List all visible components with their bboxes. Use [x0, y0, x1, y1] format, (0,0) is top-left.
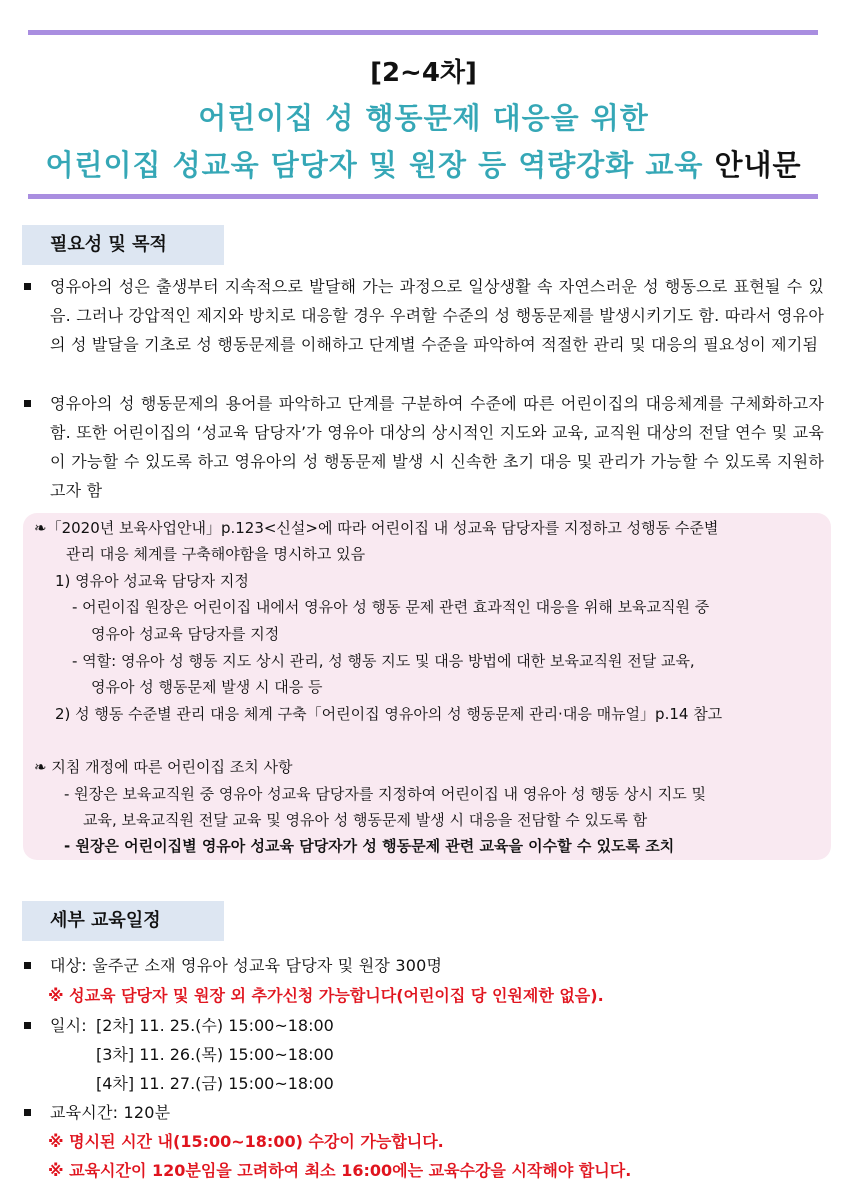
top-rule [28, 30, 818, 35]
box-line: 영유아 성 행동문제 발생 시 대응 등 [91, 678, 323, 696]
box-line: 2) 성 행동 수준별 관리 대응 체계 구축「어린이집 영유아의 성 행동문제 관리·대응 매뉴얼」p.14 참고 [55, 705, 723, 723]
square-bullet-icon [24, 1022, 31, 1029]
square-bullet-icon [24, 962, 31, 969]
box-line: 교육, 보육교직원 전달 교육 및 영유아 성 행동문제 발생 시 대응을 전담할 수 있도록 함 [83, 811, 648, 829]
box-line: 관리 대응 체계를 구축해야함을 명시하고 있음 [66, 545, 366, 563]
round-label: [2~4차] [370, 58, 477, 88]
section-heading-purpose: 필요성 및 목적 [22, 225, 224, 265]
title-line-1 [0, 96, 847, 137]
title-line-2 [0, 143, 847, 184]
bullet-item [24, 389, 824, 505]
title-line-1-text: 어린이집 성 행동문제 대응을 위한 [198, 101, 649, 135]
bullet-item [24, 1098, 824, 1127]
schedule-date: [3차] 11. 26.(목) 15:00~18:00 [96, 1045, 334, 1064]
bullet-item [24, 272, 824, 359]
box-line: - 역할: 영유아 성 행동 지도 상시 관리, 성 행동 지도 및 대응 방법에 대한 보육교직원 전달 교육, [72, 652, 695, 670]
start-time-note: ※ 교육시간이 120분임을 고려하여 최소 16:00에는 교육수강을 시작해야 합니다. [48, 1161, 632, 1180]
square-bullet-icon [24, 400, 31, 407]
target-note: ※ 성교육 담당자 및 원장 외 추가신청 가능합니다(어린이집 당 인원제한 없음). [48, 986, 604, 1005]
square-bullet-icon [24, 283, 31, 290]
date-label: 일시: [50, 1016, 87, 1035]
duration-text: 교육시간: 120분 [50, 1103, 171, 1122]
title-line-2-text: 어린이집 성교육 담당자 및 원장 등 역량강화 교육 [45, 148, 704, 182]
title-suffix: 안내문 [714, 148, 802, 182]
box-line: - 어린이집 원장은 어린이집 내에서 영유아 성 행동 문제 관련 효과적인 대응을 위해 보육교직원 중 [72, 598, 710, 616]
square-bullet-icon [24, 1109, 31, 1116]
box-line-emphasis: - 원장은 어린이집별 영유아 성교육 담당자가 성 행동문제 관련 교육을 이수할 수 있도록 조치 [64, 837, 675, 855]
section-heading-schedule: 세부 교육일정 [22, 901, 224, 941]
target-text: 대상: 울주군 소재 영유아 성교육 담당자 및 원장 300명 [50, 956, 443, 975]
bullet-text: 영유아의 성 행동문제의 용어를 파악하고 단계를 구분하여 수준에 따른 어린이집의 대응체계를 구체화하고자 함. 또한 어린이집의 ‘성교육 담당자’가 영유아 대상의 상시적인 지도와 교육, 교직원 대상의 전달 연수 및 교육이 가능할 수 있도록 하고 영유아의 성 행동문제 발생 시 신속한 초기 대응 및 관리가 가능할 수 있도록 지원하고자 함 [50, 394, 824, 500]
box-line: ❧「2020년 보육사업안내」p.123<신설>에 따라 어린이집 내 성교육 담당자를 지정하고 성행동 수준별 [34, 519, 719, 537]
schedule-date: [4차] 11. 27.(금) 15:00~18:00 [96, 1074, 334, 1093]
box-line: 영유아 성교육 담당자를 지정 [91, 625, 280, 643]
bullet-text: 영유아의 성은 출생부터 지속적으로 발달해 가는 과정으로 일상생활 속 자연스러운 성 행동으로 표현될 수 있음. 그러나 강압적인 제지와 방치로 대응할 경우 우려할 수준의 성 행동문제를 발생시키기도 함. 따라서 영유아의 성 발달을 기초로 성 행동문제를 이해하고 단계별 수준을 파악하여 적절한 관리 및 대응의 필요성이 제기됨 [50, 277, 824, 354]
box-line: 1) 영유아 성교육 담당자 지정 [55, 572, 249, 590]
bullet-item [24, 951, 824, 980]
box-line: ❧ 지침 개정에 따른 어린이집 조치 사항 [34, 758, 293, 776]
time-note: ※ 명시된 시간 내(15:00~18:00) 수강이 가능합니다. [48, 1132, 444, 1151]
box-line: - 원장은 보육교직원 중 영유아 성교육 담당자를 지정하여 어린이집 내 영유아 성 행동 상시 지도 및 [64, 785, 707, 803]
schedule-date: [2차] 11. 25.(수) 15:00~18:00 [96, 1016, 334, 1035]
bottom-rule [28, 194, 818, 199]
